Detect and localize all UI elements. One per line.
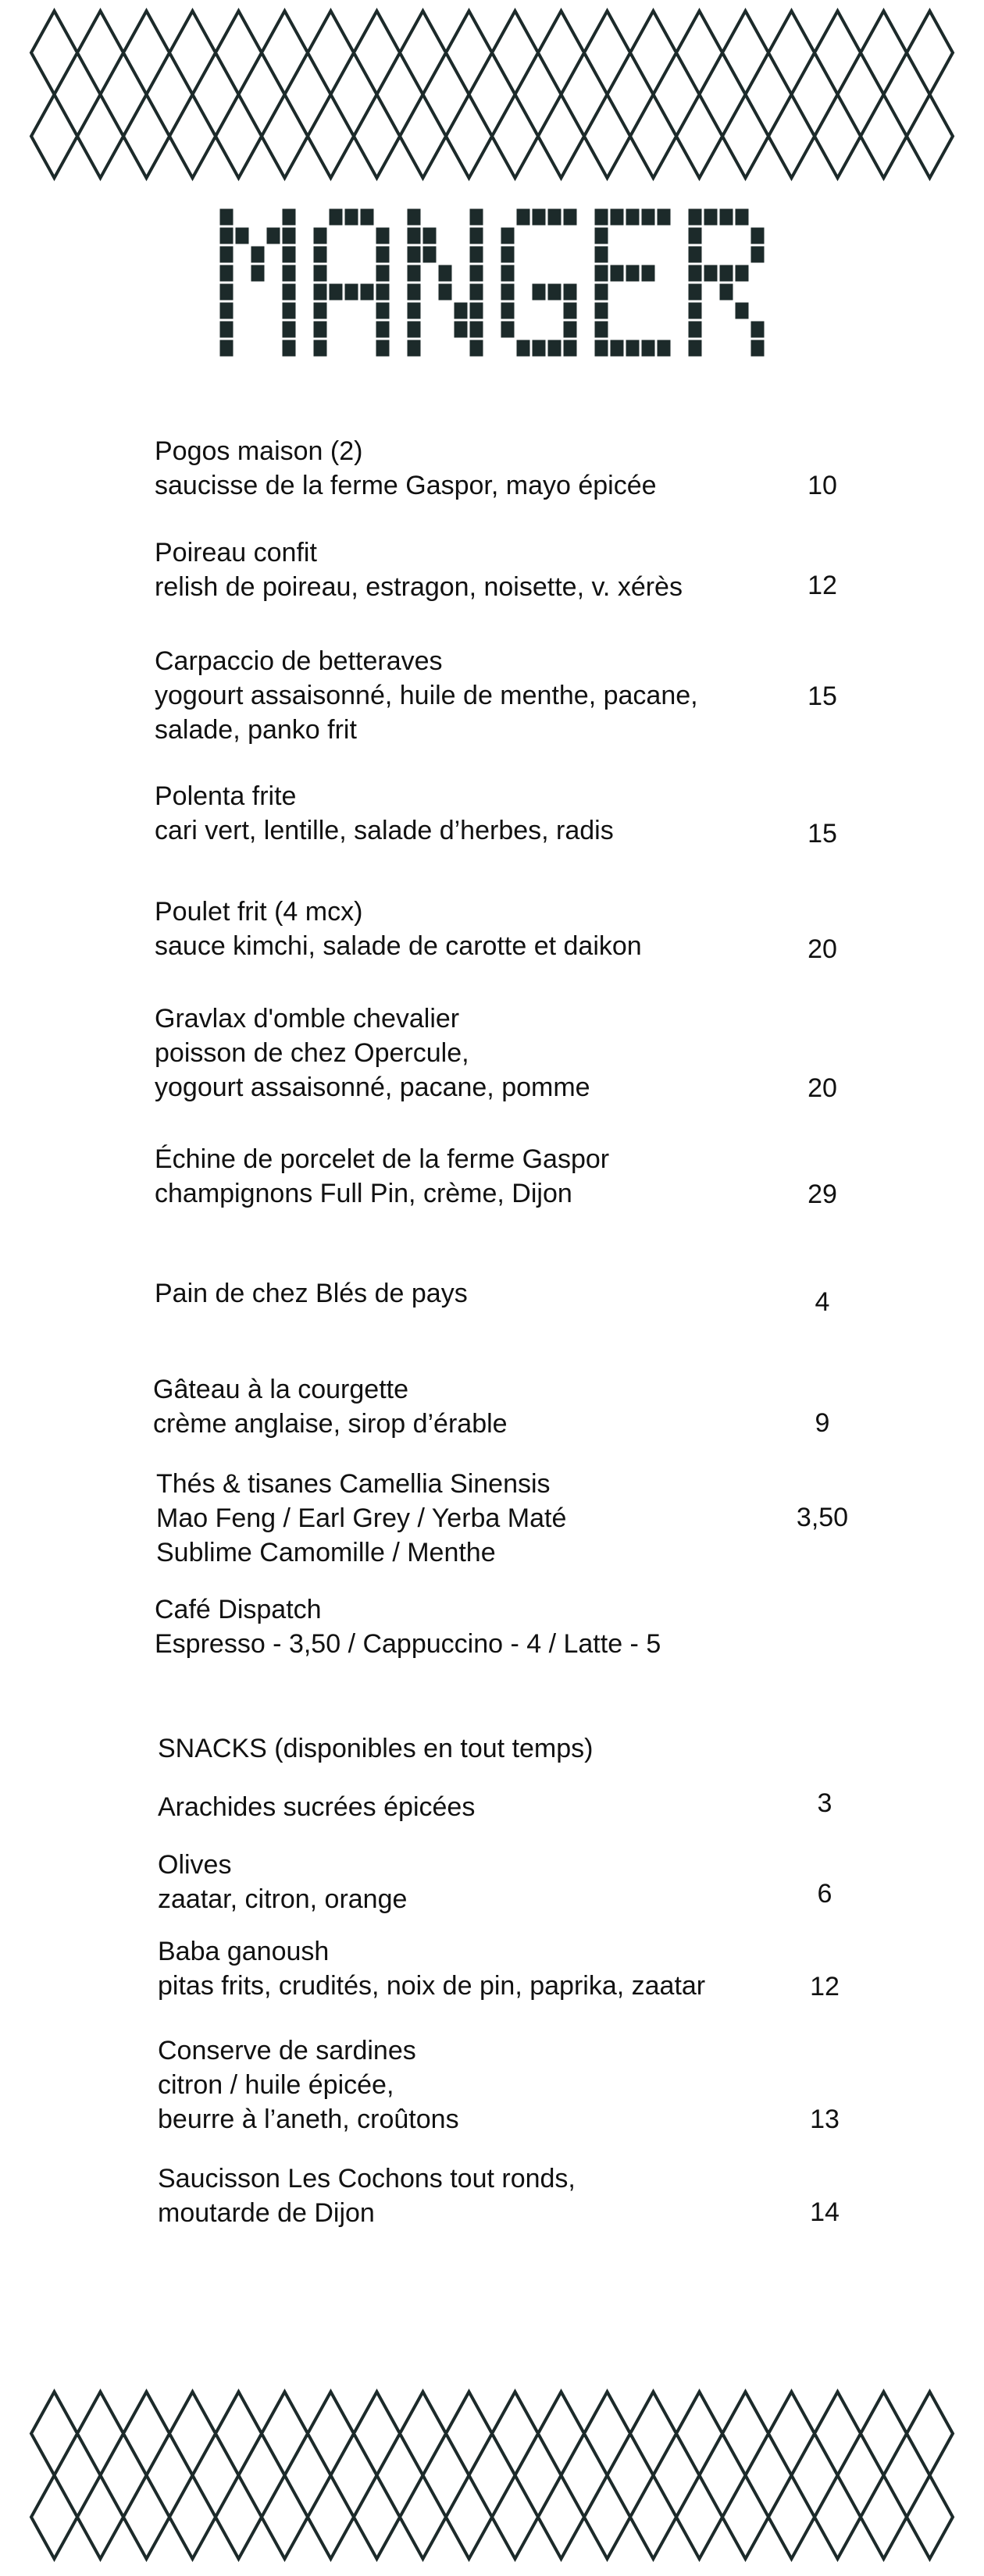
snack-item <box>158 2161 798 2230</box>
item-description: yogourt assaisonné, huile de menthe, pacane, <box>155 681 698 710</box>
item-price: 14 <box>810 2197 840 2227</box>
item-name: Café Dispatch <box>155 1595 322 1624</box>
item-description: Espresso - 3,50 / Cappuccino - 4 / Latte - 5 <box>155 1629 661 1659</box>
item-name: Carpaccio de betteraves <box>155 646 443 676</box>
item-price: 12 <box>808 571 837 600</box>
menu-item <box>155 1592 795 1661</box>
menu-item <box>155 1002 795 1105</box>
title-letter-e <box>595 209 671 357</box>
item-price: 15 <box>808 819 837 849</box>
menu-title-lettering <box>219 205 765 361</box>
item-description: crème anglaise, sirop d’érable <box>153 1409 508 1439</box>
diamond-lattice <box>31 2392 953 2559</box>
item-name: Polenta frite <box>155 781 297 811</box>
item-name: Arachides sucrées épicées <box>158 1792 476 1822</box>
item-price: 20 <box>808 934 837 964</box>
item-name: Olives <box>158 1850 232 1880</box>
snack-item <box>158 2033 798 2137</box>
top-diamond-pattern <box>0 0 984 187</box>
snack-item <box>158 1934 798 2003</box>
item-description: Sublime Camomille / Menthe <box>156 1538 496 1567</box>
item-name: Saucisson Les Cochons tout ronds, <box>158 2164 576 2194</box>
item-description: moutarde de Dijon <box>158 2198 375 2228</box>
item-name: Échine de porcelet de la ferme Gaspor <box>155 1144 610 1174</box>
item-price: 29 <box>808 1179 837 1209</box>
item-price: 15 <box>808 681 837 711</box>
title-letter-r <box>689 209 765 357</box>
title-letter-n <box>408 209 483 357</box>
snacks-heading: SNACKS (disponibles en tout temps) <box>158 1734 594 1763</box>
item-description: zaatar, citron, orange <box>158 1884 408 1914</box>
menu-item <box>155 779 795 848</box>
menu-item <box>155 1276 795 1311</box>
item-description: champignons Full Pin, crème, Dijon <box>155 1179 572 1208</box>
item-description: Mao Feng / Earl Grey / Yerba Maté <box>156 1503 567 1533</box>
item-name: Poireau confit <box>155 538 317 568</box>
menu-item <box>155 434 795 503</box>
item-description: salade, panko frit <box>155 715 357 745</box>
item-price: 4 <box>815 1287 830 1317</box>
bottom-diamond-pattern <box>0 2381 984 2568</box>
menu-item <box>155 535 795 604</box>
menu-item <box>155 644 795 747</box>
item-description: saucisse de la ferme Gaspor, mayo épicée <box>155 471 657 500</box>
snack-item <box>158 1848 798 1916</box>
menu-title <box>0 205 984 368</box>
item-price: 6 <box>817 1879 832 1909</box>
item-name: Gâteau à la courgette <box>153 1375 409 1404</box>
item-price: 3 <box>817 1788 832 1818</box>
item-description: citron / huile épicée, <box>158 2070 394 2100</box>
item-description: yogourt assaisonné, pacane, pomme <box>155 1073 590 1102</box>
item-price: 3,50 <box>796 1503 849 1532</box>
item-price: 10 <box>808 471 837 500</box>
item-description: poisson de chez Opercule, <box>155 1038 469 1068</box>
item-description: relish de poireau, estragon, noisette, v. xérès <box>155 572 683 602</box>
item-name: Conserve de sardines <box>158 2036 416 2065</box>
menu-item <box>155 1142 795 1211</box>
diamond-lattice <box>31 11 953 178</box>
item-description: beurre à l’aneth, croûtons <box>158 2105 459 2134</box>
menu-item <box>153 1372 793 1441</box>
title-letter-m <box>220 209 296 357</box>
item-price: 9 <box>815 1408 830 1438</box>
snack-item <box>158 1790 798 1824</box>
item-description: cari vert, lentille, salade d’herbes, radis <box>155 816 614 845</box>
item-name: Poulet frit (4 mcx) <box>155 897 363 927</box>
item-price: 12 <box>810 1972 840 2001</box>
menu-item <box>155 895 795 963</box>
item-price: 13 <box>810 2105 840 2134</box>
item-description: pitas frits, crudités, noix de pin, paprika, zaatar <box>158 1971 706 2001</box>
item-name: Baba ganoush <box>158 1937 330 1966</box>
item-name: Gravlax d'omble chevalier <box>155 1004 460 1034</box>
title-letter-a <box>314 209 390 357</box>
item-description: sauce kimchi, salade de carotte et daikon <box>155 931 642 961</box>
item-name: Pain de chez Blés de pays <box>155 1279 468 1308</box>
item-name: Thés & tisanes Camellia Sinensis <box>156 1469 551 1499</box>
menu-item <box>156 1467 797 1570</box>
item-price: 20 <box>808 1073 837 1103</box>
item-name: Pogos maison (2) <box>155 436 363 466</box>
title-letter-g <box>501 209 577 357</box>
